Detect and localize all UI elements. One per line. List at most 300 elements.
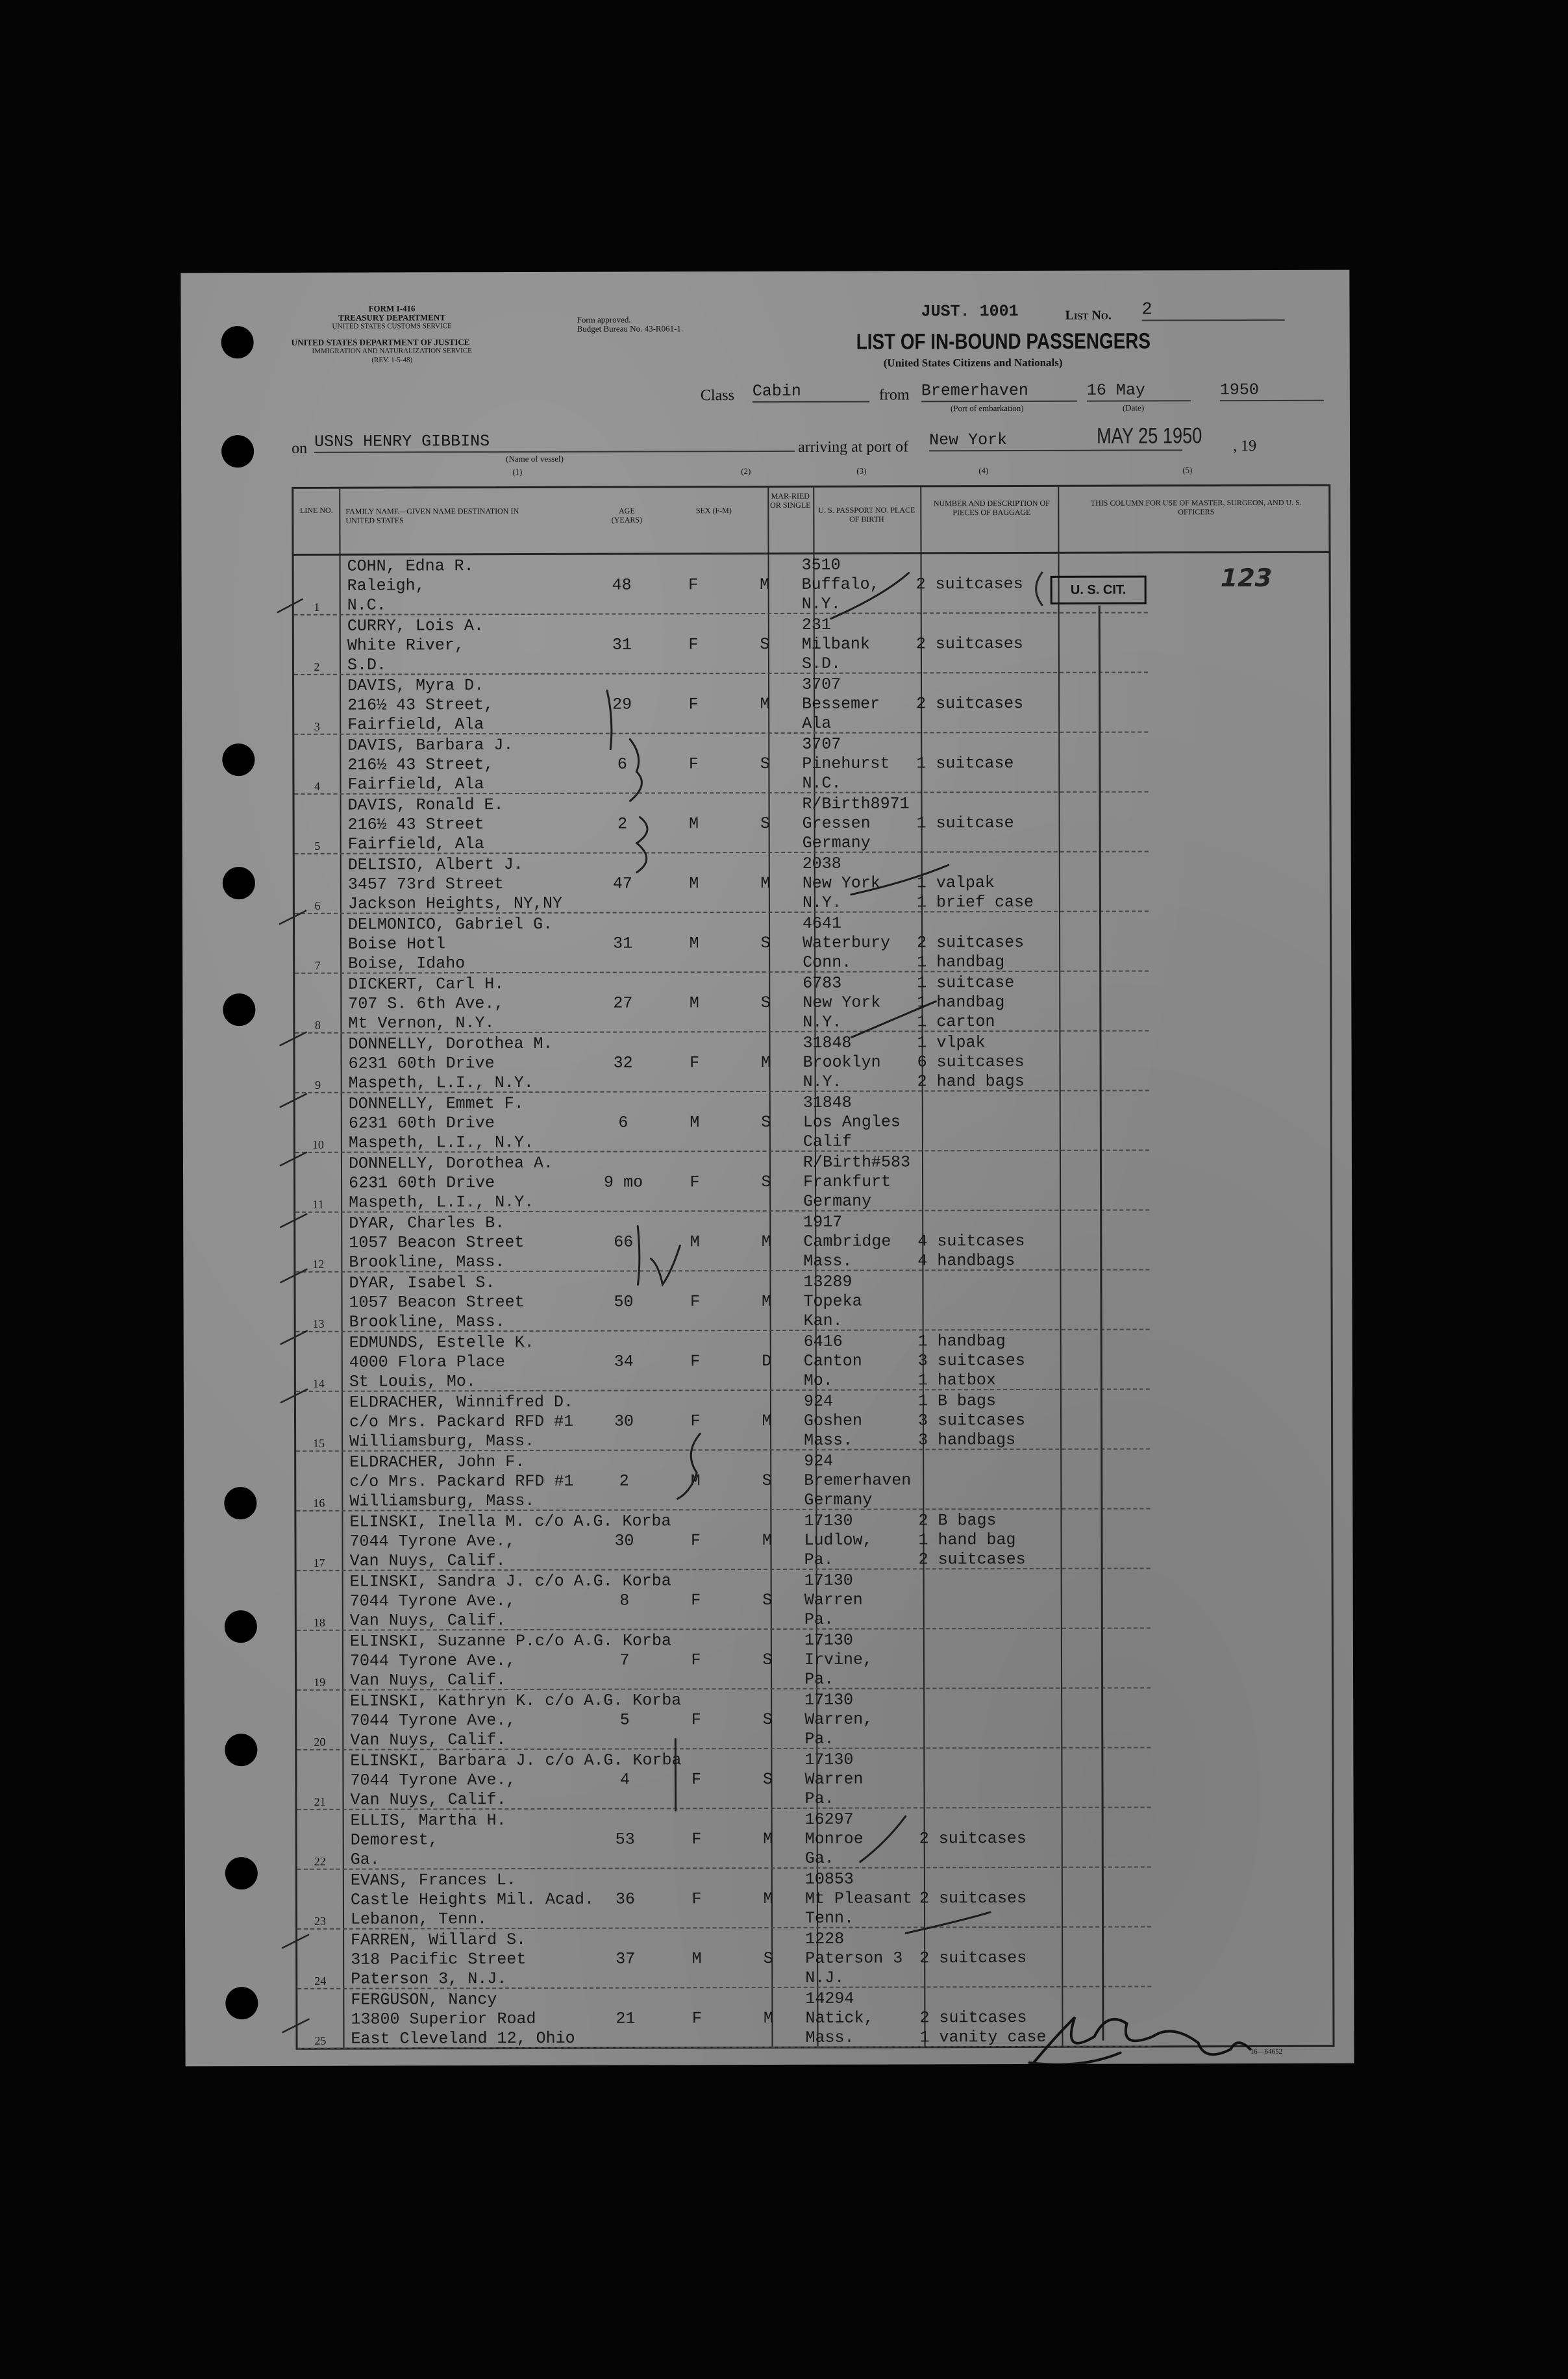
line-number: 4: [314, 779, 320, 793]
marital-cell: M: [763, 1889, 773, 1909]
age-cell: 8: [619, 1591, 630, 1610]
sex-cell: F: [691, 2009, 702, 2028]
marital-cell: S: [761, 1112, 771, 1132]
passport-line: Buffalo,: [801, 575, 880, 594]
name-line: White River,: [347, 636, 464, 655]
baggage-line: 2 suitcases: [919, 1888, 1027, 1908]
line-number: 7: [314, 958, 321, 972]
passport-line: 924: [803, 1391, 833, 1411]
name-line: 707 S. 6th Ave.,: [348, 994, 504, 1014]
age-cell: 48: [612, 575, 632, 595]
passport-line: Ala: [802, 714, 832, 733]
line-number: 16: [313, 1496, 325, 1510]
baggage-line: 3 handbags: [918, 1430, 1016, 1450]
on-label: on: [292, 440, 308, 457]
passport-line: Warren: [804, 1769, 864, 1789]
line-number: 17: [313, 1556, 325, 1569]
name-line: DELMONICO, Gabriel G.: [347, 914, 553, 934]
name-line: Brookline, Mass.: [349, 1312, 505, 1332]
line-number: 10: [312, 1138, 324, 1151]
line-number: 12: [312, 1257, 325, 1271]
passport-line: Natick,: [805, 2008, 874, 2028]
passport-line: Topeka: [803, 1291, 862, 1311]
name-line: 318 Pacific Street: [351, 1949, 527, 1969]
name-line: ELINSKI, Inella M. c/o A.G. Korba: [349, 1512, 671, 1532]
baggage-line: 2 suitcases: [919, 1948, 1027, 1968]
date-note: (Date): [1122, 403, 1145, 413]
name-line: Ga.: [350, 1850, 380, 1869]
line-number: 24: [314, 1974, 327, 1987]
age-cell: 2: [619, 1471, 629, 1491]
passport-line: Frankfurt: [803, 1172, 891, 1191]
age-cell: 6: [617, 754, 627, 774]
marital-cell: M: [760, 694, 770, 714]
name-line: COHN, Edna R.: [347, 556, 474, 576]
baggage-line: 2 suitcases: [919, 1828, 1027, 1849]
marital-cell: S: [760, 993, 771, 1013]
name-line: St Louis, Mo.: [349, 1372, 476, 1391]
passport-line: Mo.: [803, 1371, 833, 1390]
age-cell: 34: [614, 1352, 634, 1371]
name-line: 216½ 43 Street,: [347, 755, 494, 775]
col-num-4: (4): [978, 466, 989, 476]
name-line: EVANS, Frances L.: [350, 1871, 516, 1890]
name-line: 6231 60th Drive: [349, 1173, 495, 1193]
line-number: 19: [314, 1675, 326, 1689]
name-line: DONNELLY, Dorothea M.: [348, 1034, 553, 1054]
header-name: FAMILY NAME—GIVEN NAME DESTINATION IN UNITED STATES: [345, 506, 519, 525]
name-line: Van Nuys, Calif.: [350, 1671, 506, 1690]
passport-line: Tenn.: [804, 1908, 854, 1928]
sex-cell: F: [690, 1412, 701, 1431]
baggage-line: 1 hand bag: [918, 1530, 1016, 1550]
marital-cell: M: [761, 1052, 771, 1073]
name-line: ELINSKI, Sandra J. c/o A.G. Korba: [349, 1571, 671, 1591]
passport-line: S.D.: [801, 654, 841, 673]
age-cell: 7: [619, 1650, 630, 1670]
sex-cell: F: [691, 1889, 702, 1909]
name-line: Van Nuys, Calif.: [349, 1611, 506, 1630]
sail-date: 16 May: [1087, 380, 1191, 401]
treasury-dept: TREASURY DEPARTMENT: [338, 312, 446, 323]
name-line: 7044 Tyrone Ave.,: [350, 1771, 516, 1790]
header-age: AGE (YEARS): [611, 506, 643, 525]
baggage-line: 1 hatbox: [917, 1371, 996, 1390]
arrival-date-stamp: MAY 25 1950: [1097, 423, 1202, 449]
marital-cell: S: [760, 814, 771, 834]
line-number: 14: [312, 1376, 325, 1390]
age-cell: 27: [613, 993, 633, 1013]
name-line: Fairfield, Ala: [347, 775, 484, 794]
age-cell: 66: [614, 1232, 634, 1252]
passport-line: 16297: [804, 1810, 854, 1829]
name-line: ELINSKI, Kathryn K. c/o A.G. Korba: [350, 1691, 682, 1711]
class-value: Cabin: [753, 382, 869, 403]
passport-line: Pa.: [804, 1789, 834, 1808]
age-cell: 2: [617, 814, 628, 834]
header-married: MAR-RIED OR SINGLE: [770, 491, 811, 510]
passport-line: 3707: [802, 734, 841, 754]
name-line: FARREN, Willard S.: [351, 1930, 527, 1950]
sex-cell: M: [689, 993, 699, 1013]
name-line: 7044 Tyrone Ave.,: [349, 1591, 516, 1611]
line-number: 6: [314, 899, 321, 912]
marital-cell: S: [763, 1949, 773, 1969]
marital-cell: D: [762, 1351, 772, 1371]
sex-cell: F: [691, 1770, 702, 1789]
line-number: 25: [314, 2034, 327, 2047]
col-num-3: (3): [856, 466, 867, 476]
name-line: 1057 Beacon Street: [349, 1232, 525, 1252]
line-number: 8: [314, 1018, 321, 1032]
name-line: Boise, Idaho: [348, 954, 466, 973]
baggage-line: 6 suitcases: [917, 1052, 1025, 1072]
customs-service: UNITED STATES CUSTOMS SERVICE: [332, 322, 452, 330]
name-line: ELINSKI, Barbara J. c/o A.G. Korba: [350, 1750, 682, 1771]
passport-line: 14294: [805, 1989, 854, 2008]
name-line: DAVIS, Barbara J.: [347, 736, 514, 755]
header-sex: SEX (F-M): [695, 506, 732, 516]
name-line: Maspeth, L.I., N.Y.: [349, 1192, 534, 1212]
sex-cell: F: [690, 1292, 701, 1312]
passport-line: 3707: [802, 675, 841, 694]
age-cell: 21: [616, 2009, 636, 2028]
form-revision: (REV. 1-5-48): [371, 356, 413, 364]
sex-cell: F: [690, 1173, 700, 1192]
name-line: Paterson 3, N.J.: [351, 1969, 507, 1989]
passport-line: Warren,: [804, 1710, 873, 1729]
manifest-sheet: [180, 270, 1354, 2067]
passport-line: Bremerhaven: [804, 1471, 912, 1490]
name-line: Brookline, Mass.: [349, 1252, 505, 1272]
passport-line: Mass.: [805, 2028, 854, 2047]
line-number: 2: [314, 660, 320, 673]
header-line-no: LINE NO.: [299, 505, 333, 515]
arriving-label: arriving at port of: [798, 438, 909, 456]
passport-line: Canton: [803, 1351, 862, 1371]
name-line: Mt Vernon, N.Y.: [348, 1014, 495, 1033]
name-line: DYAR, Charles B.: [349, 1214, 505, 1233]
from-value: Bremerhaven: [921, 381, 1077, 403]
baggage-line: 2 suitcases: [917, 932, 1025, 953]
line-number: 18: [313, 1615, 325, 1629]
port-note: (Port of embarkation): [950, 403, 1024, 414]
age-cell: 9 mo: [604, 1173, 643, 1192]
baggage-line: 1 handbag: [917, 953, 1005, 972]
marital-cell: M: [763, 2008, 773, 2028]
name-line: DONNELLY, Emmet F.: [348, 1093, 524, 1114]
passport-line: 10853: [804, 1869, 854, 1889]
name-line: N.C.: [347, 595, 386, 615]
sex-cell: F: [688, 575, 699, 595]
sex-cell: M: [691, 1949, 702, 1969]
line-number: 23: [314, 1914, 327, 1928]
passport-line: N.Y.: [802, 893, 841, 912]
passport-line: 6783: [803, 973, 842, 993]
age-cell: 36: [615, 1889, 635, 1909]
baggage-line: 2 suitcases: [916, 693, 1024, 714]
passport-line: 1228: [805, 1929, 845, 1949]
passenger-count: 123: [1217, 563, 1275, 593]
sex-cell: F: [688, 754, 699, 774]
name-line: FERGUSON, Nancy: [351, 1990, 497, 2010]
passport-line: 4641: [802, 914, 842, 933]
marital-cell: S: [762, 1650, 773, 1670]
baggage-line: 4 handbags: [917, 1251, 1015, 1271]
line-number: 1: [314, 600, 320, 614]
vessel-note: (Name of vessel): [506, 453, 564, 464]
passport-line: R/Birth8971: [802, 794, 910, 814]
line-number: 5: [314, 839, 321, 853]
name-line: Demorest,: [350, 1830, 438, 1850]
sex-cell: F: [688, 635, 699, 654]
marital-cell: S: [762, 1710, 773, 1730]
sex-cell: M: [690, 1113, 700, 1132]
passport-line: Kan.: [803, 1311, 843, 1330]
passport-line: Monroe: [804, 1829, 864, 1849]
passport-line: Paterson 3: [805, 1949, 903, 1968]
line-number: 13: [312, 1317, 325, 1330]
baggage-line: 1 brief case: [916, 892, 1034, 912]
footer-code: 16—64652: [1250, 2047, 1283, 2056]
name-line: DONNELLY, Dorothea A.: [348, 1153, 554, 1173]
name-line: c/o Mrs. Packard RFD #1: [349, 1471, 574, 1491]
marital-cell: M: [763, 1829, 773, 1849]
baggage-line: 1 handbag: [917, 993, 1005, 1012]
age-cell: 37: [616, 1949, 636, 1969]
baggage-line: 3 suitcases: [917, 1410, 1026, 1430]
name-line: Maspeth, L.I., N.Y.: [348, 1073, 534, 1093]
name-line: 6231 60th Drive: [348, 1054, 495, 1073]
passport-line: Conn.: [803, 953, 852, 972]
baggage-line: 1 vanity case: [919, 2027, 1047, 2047]
class-label: Class: [700, 387, 734, 405]
name-line: DELISIO, Albert J.: [347, 854, 523, 875]
passport-line: N.Y.: [801, 594, 841, 614]
passport-line: R/Birth#583: [803, 1152, 911, 1172]
baggage-line: 2 suitcases: [918, 1549, 1026, 1569]
form-number: FORM I-416: [368, 303, 416, 314]
name-line: 216½ 43 Street: [347, 815, 484, 834]
form-approved: Form approved.: [577, 314, 631, 325]
baggage-line: 2 suitcases: [915, 634, 1023, 654]
sex-cell: M: [689, 874, 699, 893]
budget-bureau: Budget Bureau No. 43-R061-1.: [577, 323, 684, 334]
age-cell: 32: [613, 1053, 633, 1073]
name-line: Fairfield, Ala: [347, 715, 484, 734]
from-label: from: [878, 386, 910, 404]
passport-line: Bessemer: [802, 694, 880, 714]
ins-service: IMMIGRATION AND NATURALIZATION SERVICE: [312, 347, 472, 355]
col-num-5: (5): [1182, 465, 1193, 475]
baggage-line: 1 valpak: [916, 873, 995, 893]
name-line: DAVIS, Myra D.: [347, 676, 484, 695]
name-line: Castle Heights Mil. Acad.: [350, 1889, 595, 1910]
baggage-line: 1 carton: [917, 1012, 995, 1032]
baggage-line: 1 vlpak: [917, 1033, 986, 1052]
passport-line: Gressen: [802, 814, 871, 833]
passport-line: Germany: [804, 1490, 873, 1510]
line-number: 21: [314, 1795, 326, 1808]
age-cell: 47: [612, 874, 632, 893]
passport-line: Pa.: [804, 1550, 834, 1569]
marital-cell: S: [760, 754, 770, 774]
baggage-line: 2 suitcases: [919, 2008, 1027, 2028]
name-line: ELDRACHER, Winnifred D.: [349, 1392, 574, 1412]
passport-line: 924: [804, 1451, 834, 1471]
sex-cell: F: [691, 1710, 701, 1730]
passport-line: Mass.: [803, 1251, 852, 1271]
passport-line: 17130: [804, 1750, 854, 1769]
age-cell: 30: [614, 1531, 634, 1551]
name-line: Williamsburg, Mass.: [349, 1491, 535, 1511]
passport-line: Ga.: [804, 1849, 834, 1868]
name-line: Van Nuys, Calif.: [350, 1730, 506, 1750]
age-cell: 6: [618, 1113, 628, 1132]
name-line: DAVIS, Ronald E.: [347, 795, 504, 815]
baggage-line: 1 suitcase: [917, 973, 1015, 993]
marital-cell: M: [760, 873, 771, 893]
header-officers: THIS COLUMN FOR USE OF MASTER, SURGEON, AND U. S. OFFICERS: [1090, 497, 1302, 517]
age-cell: 29: [612, 695, 632, 714]
header-passport: U. S. PASSPORT NO. PLACE OF BIRTH: [818, 505, 915, 524]
passport-line: Warren: [804, 1590, 863, 1610]
passport-line: Brooklyn: [803, 1052, 881, 1072]
name-line: Van Nuys, Calif.: [350, 1790, 506, 1810]
name-line: 13800 Superior Road: [351, 2009, 536, 2029]
passport-line: 2038: [802, 854, 841, 873]
passport-line: Mt Pleasant: [804, 1889, 913, 1908]
passport-line: Pa.: [804, 1729, 834, 1749]
passport-line: Goshen: [803, 1411, 863, 1430]
arrival-port: New York: [929, 430, 1182, 451]
passport-line: Mass.: [804, 1430, 853, 1450]
sex-cell: F: [691, 1591, 701, 1610]
passport-line: 17130: [804, 1630, 853, 1650]
baggage-line: 4 suitcases: [917, 1231, 1025, 1251]
sail-year: 1950: [1220, 380, 1324, 401]
passport-line: Germany: [803, 1191, 872, 1211]
list-no-value: 2: [1142, 300, 1285, 321]
name-line: c/o Mrs. Packard RFD #1: [349, 1412, 574, 1432]
name-line: Fairfield, Ala: [347, 834, 484, 854]
name-line: 6231 60th Drive: [348, 1114, 495, 1133]
sex-cell: F: [688, 695, 699, 714]
passport-line: New York: [803, 993, 881, 1012]
passport-line: 6416: [803, 1332, 843, 1351]
age-cell: 53: [615, 1830, 635, 1849]
passport-line: Pa.: [804, 1669, 834, 1689]
list-no-label: List No.: [1065, 308, 1112, 323]
passport-line: 17130: [804, 1571, 853, 1590]
passport-line: 3510: [801, 555, 841, 575]
marital-cell: M: [762, 1411, 772, 1431]
baggage-line: 1 B bags: [917, 1391, 997, 1411]
age-cell: 30: [614, 1412, 634, 1431]
name-line: ELLIS, Martha H.: [350, 1811, 506, 1830]
name-line: 216½ 43 Street,: [347, 695, 494, 715]
name-line: DYAR, Isabel S.: [349, 1273, 495, 1293]
marital-cell: S: [762, 1769, 773, 1789]
name-line: DICKERT, Carl H.: [348, 975, 504, 994]
passport-line: Pinehurst: [802, 754, 890, 773]
passport-line: New York: [802, 873, 880, 893]
justice-dept: UNITED STATES DEPARTMENT OF JUSTICE: [291, 337, 470, 347]
passport-line: Waterbury: [803, 933, 891, 953]
name-line: 7044 Tyrone Ave.,: [349, 1532, 516, 1551]
passport-line: N.C.: [802, 773, 841, 793]
passport-line: Cambridge: [803, 1232, 891, 1251]
baggage-line: 1 suitcase: [916, 754, 1014, 773]
sex-cell: M: [690, 1471, 701, 1491]
name-line: CURRY, Lois A.: [347, 616, 484, 636]
sex-cell: F: [690, 1531, 701, 1551]
line-number: 9: [315, 1078, 321, 1091]
line-number: 20: [314, 1735, 326, 1749]
marital-cell: S: [762, 1590, 773, 1610]
baggage-line: 2 suitcases: [915, 574, 1023, 594]
name-line: Lebanon, Tenn.: [350, 1910, 488, 1929]
arrival-year-label: , 19: [1233, 438, 1257, 455]
name-line: S.D.: [347, 655, 387, 675]
col-num-1: (1): [512, 466, 523, 477]
passport-line: Calif: [803, 1132, 852, 1151]
us-cit-stamp: U. S. CIT.: [1051, 575, 1147, 604]
line-number: 22: [314, 1854, 326, 1868]
passport-line: Los Angles: [803, 1112, 901, 1132]
list-subtitle: (United States Citizens and Nationals): [883, 356, 1063, 369]
passport-line: 31848: [803, 1033, 852, 1052]
passport-line: Germany: [802, 833, 871, 853]
age-cell: 31: [612, 635, 632, 654]
name-line: Williamsburg, Mass.: [349, 1431, 535, 1451]
passport-line: Irvine,: [804, 1650, 873, 1669]
name-line: Boise Hotl: [348, 934, 446, 954]
marital-cell: M: [762, 1530, 773, 1551]
passport-line: Milbank: [801, 634, 870, 654]
name-line: Raleigh,: [347, 576, 425, 595]
baggage-line: 2 B bags: [918, 1511, 997, 1530]
name-line: 7044 Tyrone Ave.,: [350, 1711, 516, 1730]
sex-cell: F: [690, 1053, 700, 1073]
passport-line: Ludlow,: [804, 1530, 873, 1550]
age-cell: 31: [613, 934, 633, 953]
name-line: ELINSKI, Suzanne P.c/o A.G. Korba: [349, 1631, 672, 1651]
line-number: 11: [312, 1197, 324, 1211]
passport-line: 17130: [804, 1511, 853, 1530]
vessel-name: USNS HENRY GIBBINS: [314, 431, 795, 453]
list-title: LIST OF IN-BOUND PASSENGERS: [856, 329, 1151, 355]
passport-line: 1917: [803, 1212, 843, 1232]
header-baggage: NUMBER AND DESCRIPTION OF PIECES OF BAGGAGE: [933, 498, 1050, 517]
marital-cell: S: [762, 1471, 772, 1491]
baggage-line: 1 suitcase: [916, 814, 1014, 833]
passport-line: N.J.: [805, 1968, 845, 1987]
passport-line: 17130: [804, 1690, 854, 1710]
passport-line: 31848: [803, 1093, 852, 1112]
sex-cell: M: [689, 934, 699, 953]
handwritten-marks: [180, 270, 1354, 2067]
passport-line: Pa.: [804, 1610, 834, 1629]
age-cell: 50: [614, 1292, 634, 1312]
name-line: EDMUNDS, Estelle K.: [349, 1332, 534, 1352]
age-cell: 5: [619, 1710, 630, 1730]
name-line: 7044 Tyrone Ave.,: [349, 1651, 516, 1671]
name-line: Van Nuys, Calif.: [349, 1551, 506, 1571]
just-stamp: JUST. 1001: [921, 301, 1019, 321]
line-number: 3: [314, 719, 320, 733]
passport-line: 231: [801, 615, 831, 634]
